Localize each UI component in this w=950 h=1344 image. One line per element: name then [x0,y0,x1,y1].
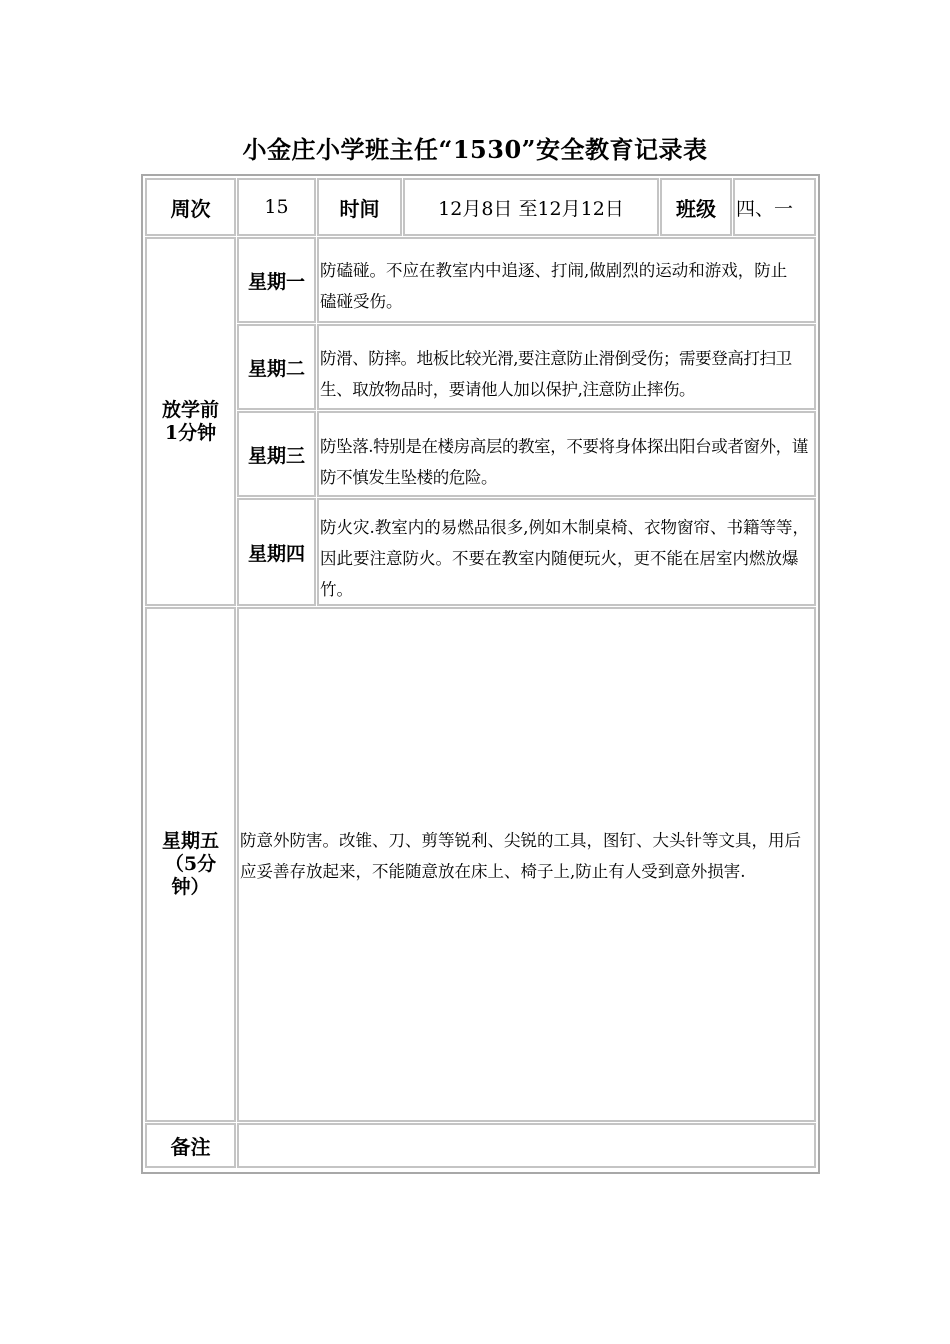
before-school-label [145,237,236,606]
week-label: 周次 [145,178,236,236]
day-text-tuesday: 防滑、防摔。地板比较光滑,要注意防止滑倒受伤；需要登高打扫卫生、取放物品时，要请他人加以保护,注意防止摔伤。 [317,324,816,410]
friday-label-line1: 星期五 [161,830,219,852]
class-value: 四、一 [733,178,816,236]
day-text-wednesday: 防坠落.特别是在楼房高层的教室，不要将身体探出阳台或者窗外，谨防不慎发生坠楼的危险。 [317,411,816,497]
friday-label [145,607,236,1122]
friday-label-line2: （5分 [164,853,217,875]
day-label-monday: 星期一 [237,237,316,323]
friday-label-line3: 钟） [171,876,210,898]
day-label-tuesday: 星期二 [237,324,316,410]
day-text-monday [317,237,816,323]
day-text-monday-content: 防磕碰。不应在教室内中追逐、打闹,做剧烈的运动和游戏，防止磕碰受伤。 [320,261,788,311]
time-value: 12月8日 至12月12日 [403,178,659,236]
week-value: 15 [237,178,316,236]
page-title: 小金庄小学班主任“1530”安全教育记录表 [242,135,708,164]
class-label: 班级 [660,178,732,236]
before-school-label-line1: 放学前 [161,398,219,421]
time-label: 时间 [317,178,402,236]
day-label-thursday: 星期四 [237,498,316,606]
day-text-thursday: 防火灾.教室内的易燃品很多,例如木制桌椅、衣物窗帘、书籍等等，因此要注意防火。不要在教室内随便玩火，更不能在居室内燃放爆竹。 [317,498,816,606]
before-school-label-line2: 1分钟 [164,421,217,444]
remarks-label: 备注 [145,1123,236,1168]
remarks-value [237,1123,816,1168]
friday-text: 防意外防害。改锥、刀、剪等锐利、尖锐的工具，图钉、大头针等文具，用后应妥善存放起来，不能随意放在床上、椅子上,防止有人受到意外损害. [237,607,816,1122]
day-label-wednesday: 星期三 [237,411,316,497]
